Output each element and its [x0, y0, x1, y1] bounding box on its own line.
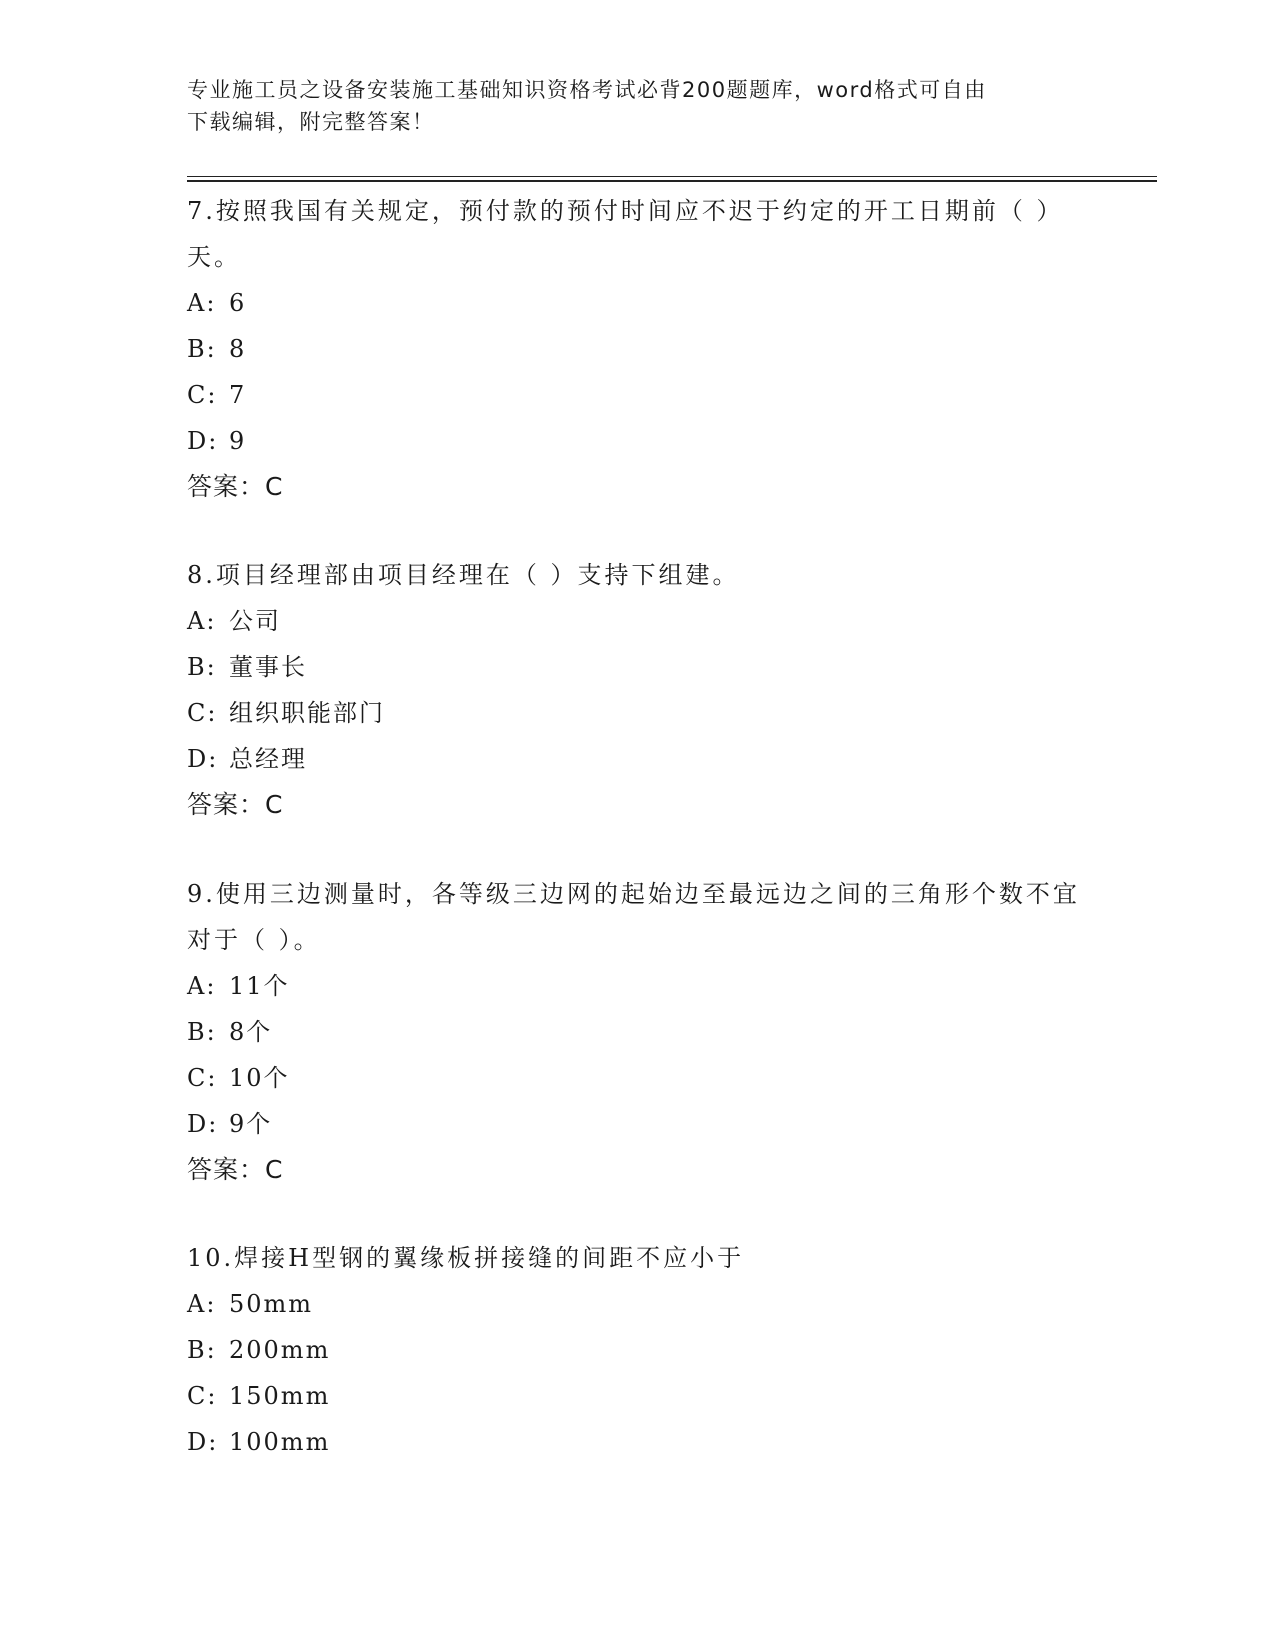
option-text: 8 [229, 335, 247, 363]
option-text: 董事长 [229, 653, 307, 681]
option-key: D: [187, 1428, 219, 1456]
option-key: B: [187, 335, 217, 363]
option-a [187, 598, 1087, 644]
option-text: 10个 [229, 1064, 290, 1092]
option-text: 7 [229, 381, 247, 409]
answer-line: 答案：C [187, 790, 284, 819]
option-key: C: [187, 381, 218, 409]
option-text: 100mm [229, 1428, 331, 1456]
option-key: B: [187, 1018, 217, 1046]
option-text: 总经理 [229, 745, 307, 773]
question-stem: 7.按照我国有关规定，预付款的预付时间应不迟于约定的开工日期前（ ）天。 [187, 197, 1064, 271]
option-key: D: [187, 427, 219, 455]
header-divider-thin [187, 176, 1157, 177]
option-key: D: [187, 745, 219, 773]
header-divider-thick [187, 180, 1157, 182]
option-c [187, 1055, 1087, 1101]
option-key: D: [187, 1110, 219, 1138]
option-d [187, 736, 1087, 782]
option-key: A: [187, 972, 217, 1000]
option-text: 组织职能部门 [229, 699, 385, 727]
header-title-line-2: 下载编辑，附完整答案！ [187, 110, 435, 134]
answer-line: 答案：C [187, 1155, 284, 1184]
option-c [187, 372, 1087, 418]
option-text: 11个 [229, 972, 290, 1000]
question-block [187, 188, 1087, 510]
question-stem: 9.使用三边测量时，各等级三边网的起始边至最远边之间的三角形个数不宜对于（ ）。 [187, 880, 1080, 954]
option-key: A: [187, 1290, 217, 1318]
option-text: 50mm [229, 1290, 314, 1318]
question-block [187, 552, 1087, 828]
option-text: 200mm [229, 1336, 331, 1364]
question-stem: 10.焊接H型钢的翼缘板拼接缝的间距不应小于 [187, 1244, 745, 1272]
option-text: 6 [229, 289, 247, 317]
header-title-line-1: 专业施工员之设备安装施工基础知识资格考试必背200题题库，word格式可自由 [187, 78, 987, 102]
answer-line: 答案：C [187, 472, 284, 501]
option-key: B: [187, 1336, 217, 1364]
document-header [187, 74, 1067, 138]
option-text: 9个 [229, 1110, 273, 1138]
option-b [187, 1009, 1087, 1055]
option-text: 8个 [229, 1018, 273, 1046]
option-a [187, 1281, 1087, 1327]
option-a [187, 963, 1087, 1009]
option-b [187, 1327, 1087, 1373]
option-text: 9 [229, 427, 247, 455]
option-b [187, 326, 1087, 372]
option-key: C: [187, 1382, 218, 1410]
question-block [187, 1235, 1087, 1465]
option-b [187, 644, 1087, 690]
option-key: A: [187, 289, 217, 317]
option-key: C: [187, 1064, 218, 1092]
option-d [187, 1419, 1087, 1465]
option-key: A: [187, 607, 217, 635]
option-text: 150mm [229, 1382, 331, 1410]
question-block [187, 871, 1087, 1193]
option-key: B: [187, 653, 217, 681]
option-a [187, 280, 1087, 326]
option-d [187, 1101, 1087, 1147]
question-stem: 8.项目经理部由项目经理在（ ）支持下组建。 [187, 561, 740, 589]
option-c [187, 1373, 1087, 1419]
option-d [187, 418, 1087, 464]
option-c [187, 690, 1087, 736]
option-text: 公司 [229, 607, 281, 635]
option-key: C: [187, 699, 218, 727]
